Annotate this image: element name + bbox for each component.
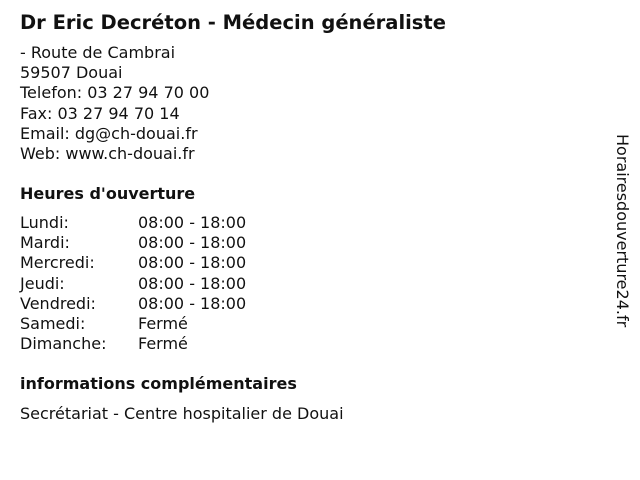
hours-row-tuesday — [20, 233, 246, 253]
day-label: Vendredi: — [20, 293, 96, 313]
day-label: Jeudi: — [20, 273, 65, 293]
additional-info-heading: informations complémentaires — [20, 374, 297, 393]
additional-info-text: Secrétariat - Centre hospitalier de Douai — [20, 404, 344, 423]
day-label: Mardi: — [20, 233, 70, 253]
hours-row-friday — [20, 294, 246, 314]
hours-value: 08:00 - 18:00 — [138, 213, 247, 232]
day-label: Dimanche: — [20, 334, 107, 354]
phone-number: Telefon: 03 27 94 70 00 — [20, 83, 210, 103]
day-label: Samedi: — [20, 314, 86, 334]
day-label: Mercredi: — [20, 253, 95, 273]
hours-row-thursday — [20, 274, 246, 294]
hours-value: 08:00 - 18:00 — [138, 293, 247, 313]
site-watermark: Horairesdouverture24.fr — [613, 134, 632, 328]
email-address: Email: dg@ch-douai.fr — [20, 123, 198, 143]
hours-row-wednesday — [20, 253, 246, 273]
hours-value: 08:00 - 18:00 — [138, 233, 247, 253]
hours-value: Fermé — [138, 334, 188, 354]
hours-row-saturday — [20, 314, 246, 334]
address-block — [20, 43, 209, 164]
hours-value: Fermé — [138, 314, 188, 334]
website-address: Web: www.ch-douai.fr — [20, 144, 195, 164]
fax-number: Fax: 03 27 94 70 14 — [20, 103, 180, 123]
hours-row-monday — [20, 213, 246, 233]
hours-value: 08:00 - 18:00 — [138, 273, 247, 293]
hours-row-sunday — [20, 334, 246, 354]
opening-hours-table — [20, 213, 246, 354]
day-label: Lundi: — [20, 213, 69, 232]
page-title: Dr Eric Decréton - Médecin généraliste — [20, 11, 446, 34]
street-address: - Route de Cambrai — [20, 43, 176, 62]
hours-value: 08:00 - 18:00 — [138, 253, 247, 273]
opening-hours-heading: Heures d'ouverture — [20, 184, 196, 203]
city-postcode: 59507 Douai — [20, 63, 123, 83]
